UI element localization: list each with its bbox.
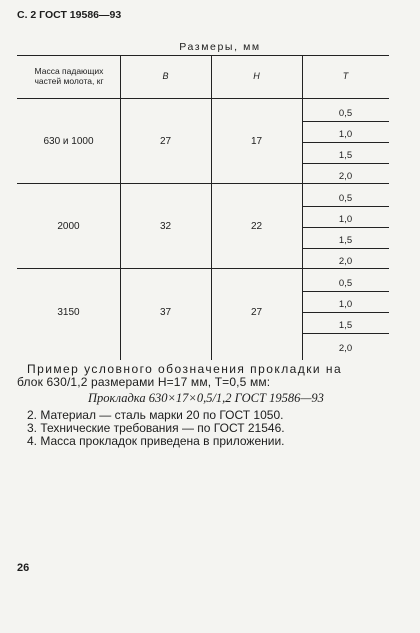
t-sub-rule <box>302 206 389 207</box>
page-header: С. 2 ГОСТ 19586—93 <box>17 9 122 21</box>
table-caption: Размеры, мм <box>179 41 261 53</box>
t-sub-rule <box>302 291 389 292</box>
t-value: 2,0 <box>338 171 353 182</box>
group-divider <box>17 268 389 269</box>
dimensions-table <box>17 55 389 360</box>
t-value: 1,0 <box>338 214 353 225</box>
table-top-rule <box>17 55 389 56</box>
example-intro-line2: блок 630/1,2 размерами H=17 мм, T=0,5 мм: <box>17 375 271 389</box>
row-b: 37 <box>159 307 172 318</box>
row-h: 22 <box>250 221 263 232</box>
t-sub-rule <box>302 333 389 334</box>
t-value: 1,0 <box>338 129 353 140</box>
t-sub-rule <box>302 248 389 249</box>
header-h: H <box>253 71 260 81</box>
t-value: 0,5 <box>338 108 353 119</box>
page-number: 26 <box>17 562 30 574</box>
t-value: 0,5 <box>338 193 353 204</box>
row-mass: 3150 <box>57 307 80 318</box>
clause-material: 2. Материал — сталь марки 20 по ГОСТ 1050. <box>27 408 284 422</box>
t-sub-rule <box>302 121 389 122</box>
designation-example: Прокладка 630×17×0,5/1,2 ГОСТ 19586—93 <box>88 391 324 405</box>
column-divider <box>302 55 303 360</box>
row-h: 27 <box>250 307 263 318</box>
t-value: 1,0 <box>338 299 353 310</box>
t-value: 0,5 <box>338 278 353 289</box>
t-sub-rule <box>302 312 389 313</box>
row-h: 17 <box>250 136 263 147</box>
row-mass: 2000 <box>57 221 80 232</box>
t-sub-rule <box>302 142 389 143</box>
row-b: 27 <box>159 136 172 147</box>
header-mass: Масса падающих частей молота, кг <box>34 66 104 86</box>
header-t: T <box>342 71 349 81</box>
row-b: 32 <box>159 221 172 232</box>
t-value: 1,5 <box>338 235 353 246</box>
t-value: 1,5 <box>338 320 353 331</box>
header-bottom-rule <box>17 98 389 99</box>
row-mass: 630 и 1000 <box>43 136 94 147</box>
clause-mass: 4. Масса прокладок приведена в приложении. <box>27 434 285 448</box>
t-sub-rule <box>302 227 389 228</box>
group-divider <box>17 183 389 184</box>
t-value: 1,5 <box>338 150 353 161</box>
header-b: B <box>162 71 169 81</box>
clause-requirements: 3. Технические требования — по ГОСТ 21546. <box>27 421 285 435</box>
t-value: 2,0 <box>338 256 353 267</box>
example-intro-line1: Пример условного обозначения прокладки на <box>27 362 343 376</box>
t-sub-rule <box>302 163 389 164</box>
t-value: 2,0 <box>338 343 353 354</box>
